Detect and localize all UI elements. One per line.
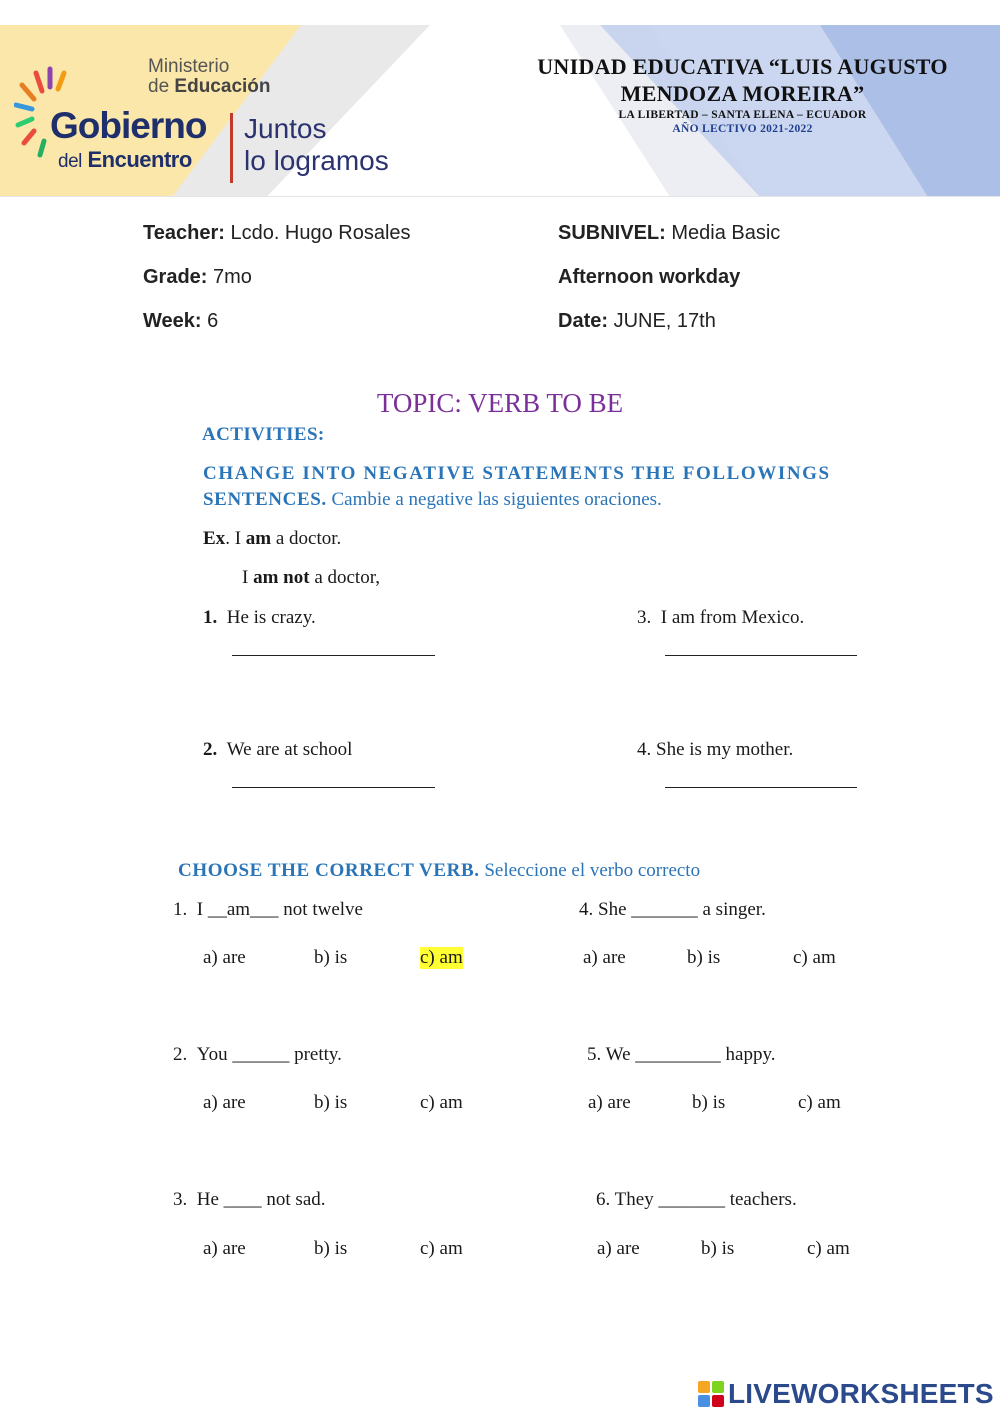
- question-6: [596, 1189, 797, 1211]
- teacher-label: Teacher:: [143, 222, 225, 244]
- answer-line-4[interactable]: [665, 787, 857, 788]
- date-info: [558, 310, 716, 333]
- question-6-text: They _______ teachers.: [614, 1189, 797, 1210]
- school-location: LA LIBERTAD – SANTA ELENA – ECUADOR: [618, 109, 867, 121]
- question-6-num: 6.: [596, 1189, 611, 1210]
- liveworksheets-grid-icon: [698, 1381, 724, 1407]
- slogan-line1: Juntos: [244, 113, 327, 144]
- grade-label: Grade:: [143, 266, 208, 288]
- teacher-value: Lcdo. Hugo Rosales: [224, 222, 411, 244]
- question-2: [173, 1044, 342, 1066]
- answer-line-3[interactable]: [665, 655, 857, 656]
- question-5-option-c[interactable]: c) am: [798, 1092, 841, 1113]
- ministerio-line1: Ministerio: [148, 56, 230, 77]
- negative-item-4-num: 4.: [637, 739, 652, 760]
- answer-line-1[interactable]: [232, 655, 435, 656]
- section2-heading: [178, 860, 700, 882]
- example-answer-pre: I: [242, 567, 254, 588]
- section2-heading-spanish: Seleccione el verbo correcto: [479, 860, 701, 881]
- question-5-text: We _________ happy.: [605, 1044, 776, 1065]
- liveworksheets-wordmark: LIVEWORKSHEETS: [728, 1378, 994, 1409]
- answer-line-2[interactable]: [232, 787, 435, 788]
- negative-item-3-text: I am from Mexico.: [660, 607, 805, 628]
- negative-item-2-num: 2.: [203, 739, 218, 760]
- question-5: [587, 1044, 775, 1066]
- example-verb: am: [245, 528, 272, 549]
- subnivel-label: SUBNIVEL:: [558, 222, 666, 244]
- question-4-option-b[interactable]: b) is: [687, 947, 721, 968]
- question-5-num: 5.: [587, 1044, 602, 1065]
- question-1-text: I __am___ not twelve: [196, 899, 363, 920]
- question-3-option-a[interactable]: a) are: [203, 1238, 246, 1259]
- activities-label: ACTIVITIES:: [202, 424, 325, 445]
- logo-divider: [230, 113, 233, 183]
- example-answer-post: a doctor,: [309, 567, 381, 588]
- ministerio-line2-bold: Educación: [174, 76, 271, 97]
- question-4-option-a[interactable]: a) are: [583, 947, 626, 968]
- question-1-option-c-selected[interactable]: c) am: [420, 947, 463, 968]
- slogan: [244, 113, 389, 177]
- school-year: AÑO LECTIVO 2021-2022: [672, 123, 813, 135]
- question-5-option-b[interactable]: b) is: [692, 1092, 726, 1113]
- date-label: Date:: [558, 310, 609, 332]
- subnivel-value: Media Basic: [665, 222, 781, 244]
- ministerio-text: [148, 57, 271, 97]
- topic-title: TOPIC: VERB TO BE: [376, 388, 624, 418]
- example-rest-pre: . I: [225, 528, 246, 549]
- question-1: [173, 899, 363, 921]
- question-1-num: 1.: [173, 899, 188, 920]
- example-sentence: [203, 528, 341, 550]
- ministerio-line2-pre: de: [148, 76, 175, 97]
- question-4-option-c[interactable]: c) am: [793, 947, 836, 968]
- question-6-option-a[interactable]: a) are: [597, 1238, 640, 1259]
- negative-item-4: [637, 739, 793, 761]
- subnivel-info: [558, 222, 780, 245]
- workday-label: Afternoon workday: [558, 266, 741, 288]
- school-header: [490, 53, 995, 135]
- negative-item-2-text: We are at school: [226, 739, 353, 760]
- negative-item-2: [203, 739, 352, 761]
- workday-info: [558, 266, 740, 289]
- week-label: Week:: [143, 310, 202, 332]
- negative-item-1-num: 1.: [203, 607, 218, 628]
- example-label: Ex: [203, 528, 226, 549]
- negative-item-4-text: She is my mother.: [656, 739, 794, 760]
- question-2-num: 2.: [173, 1044, 188, 1065]
- section2-heading-bold: CHOOSE THE CORRECT VERB.: [178, 860, 480, 881]
- liveworksheets-logo: [698, 1376, 994, 1412]
- question-2-option-a[interactable]: a) are: [203, 1092, 246, 1113]
- gobierno-text: Gobierno: [50, 105, 207, 146]
- encuentro-text: [58, 147, 192, 173]
- slogan-line2: lo logramos: [244, 145, 389, 176]
- negative-item-1: [203, 607, 316, 629]
- school-name-line1: UNIDAD EDUCATIVA “LUIS AUGUSTO: [537, 54, 948, 79]
- question-3-option-b[interactable]: b) is: [314, 1238, 348, 1259]
- question-5-option-a[interactable]: a) are: [588, 1092, 631, 1113]
- ministerio-line2: [148, 77, 271, 97]
- teacher-info: [143, 222, 411, 245]
- week-info: [143, 310, 218, 333]
- example-rest-post: a doctor.: [271, 528, 342, 549]
- section1-heading-bold: SENTENCES.: [203, 489, 327, 510]
- question-2-text: You ______ pretty.: [196, 1044, 342, 1065]
- del-text: del: [58, 151, 82, 172]
- week-value: 6: [201, 310, 219, 332]
- question-4-text: She _______ a singer.: [598, 899, 766, 920]
- question-3-text: He ____ not sad.: [196, 1189, 326, 1210]
- question-2-option-c[interactable]: c) am: [420, 1092, 463, 1113]
- header-banner: [0, 25, 1000, 197]
- section1-heading-line2: [203, 489, 662, 511]
- section1-heading-spanish: Cambie a negative las siguientes oraciones.: [326, 489, 662, 510]
- grade-info: [143, 266, 252, 289]
- government-logo: [14, 43, 404, 183]
- grade-value: 7mo: [207, 266, 252, 288]
- negative-item-1-text: He is crazy.: [226, 607, 316, 628]
- question-2-option-b[interactable]: b) is: [314, 1092, 348, 1113]
- section1-heading-line1: CHANGE INTO NEGATIVE STATEMENTS THE FOLLOWINGS: [203, 463, 831, 484]
- question-3-option-c[interactable]: c) am: [420, 1238, 463, 1259]
- question-4-num: 4.: [579, 899, 594, 920]
- example-answer-verb: am not: [253, 567, 310, 588]
- question-6-option-c[interactable]: c) am: [807, 1238, 850, 1259]
- question-3: [173, 1189, 326, 1211]
- school-name-line2: MENDOZA MOREIRA”: [620, 81, 865, 106]
- example-answer: [242, 567, 380, 589]
- question-3-num: 3.: [173, 1189, 188, 1210]
- question-4: [579, 899, 766, 921]
- question-1-option-a[interactable]: a) are: [203, 947, 246, 968]
- negative-item-3-num: 3.: [637, 607, 652, 628]
- question-1-option-b[interactable]: b) is: [314, 947, 348, 968]
- negative-item-3: [637, 607, 804, 629]
- encuentro-word: Encuentro: [87, 147, 192, 172]
- question-6-option-b[interactable]: b) is: [701, 1238, 735, 1259]
- date-value: JUNE, 17th: [608, 310, 716, 332]
